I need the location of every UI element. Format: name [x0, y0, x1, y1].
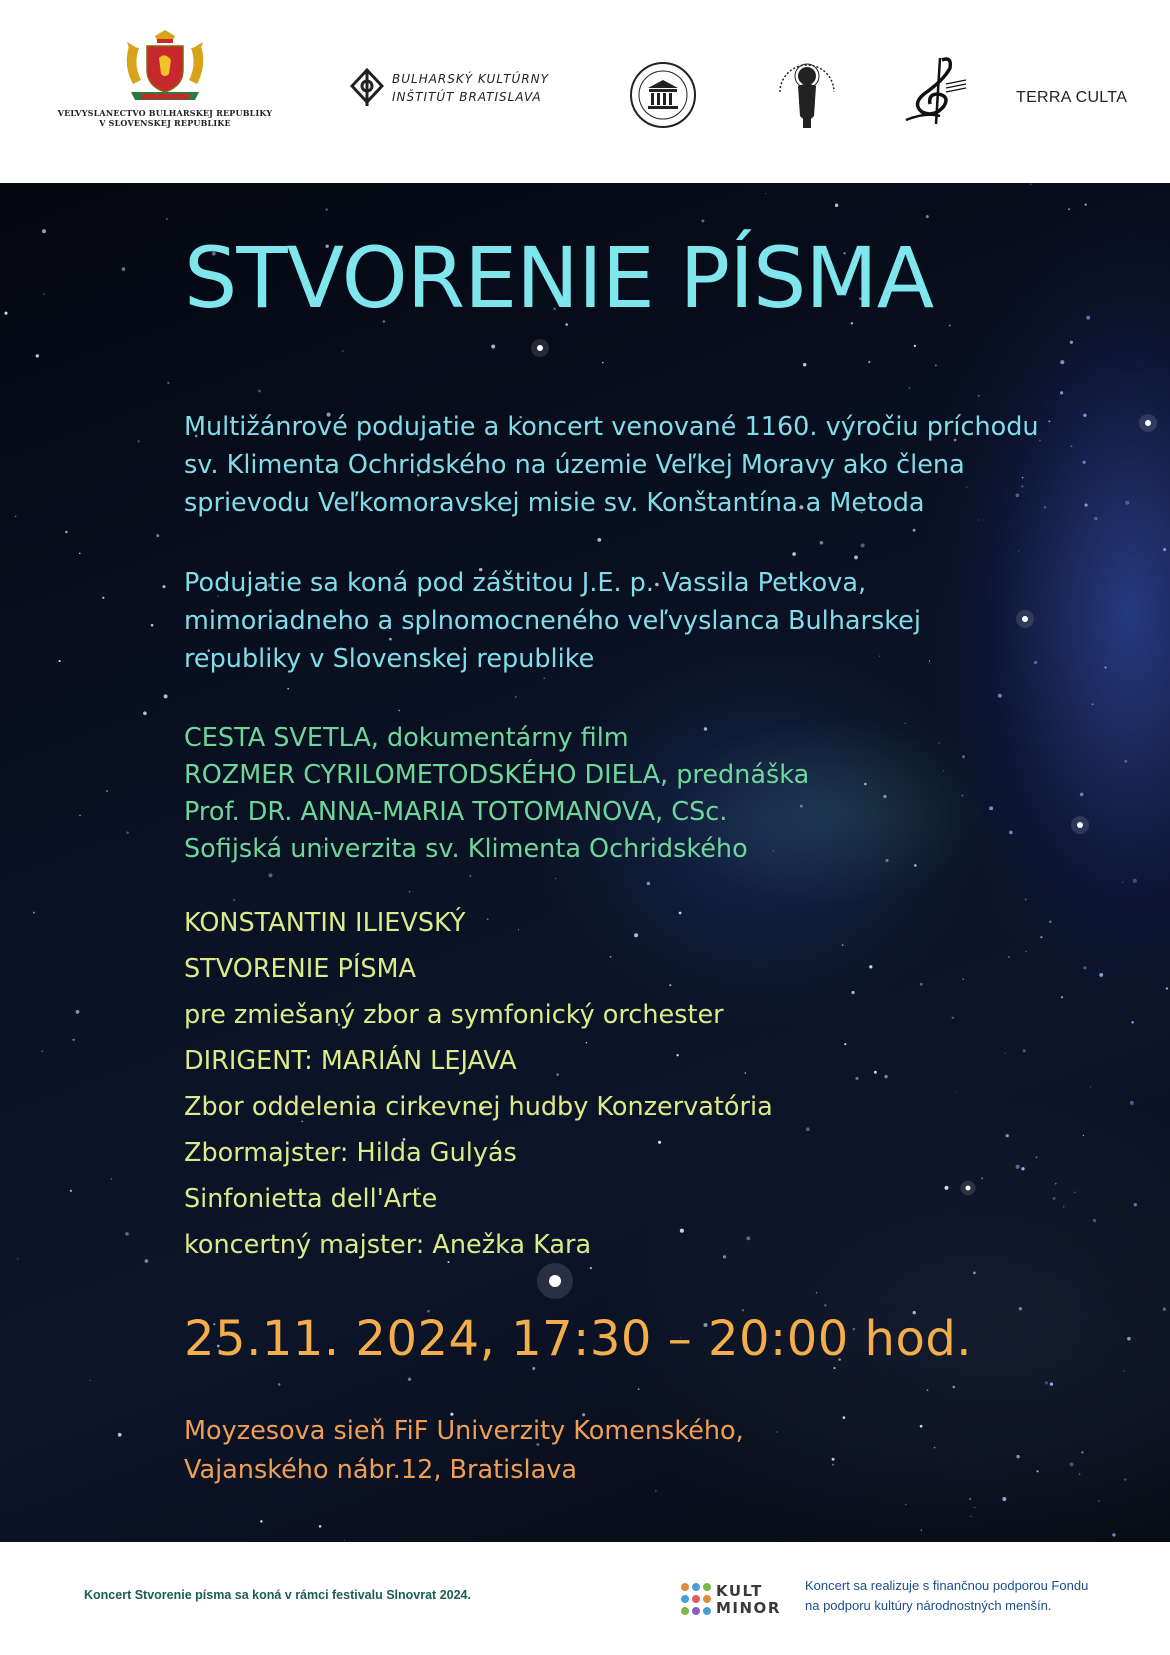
footer: [0, 1542, 1170, 1655]
film-line: Sofijská univerzita sv. Klimenta Ochridského: [184, 834, 748, 864]
kult-minor-word: KULT: [716, 1582, 763, 1600]
embassy-name-line: V SLOVENSKEJ REPUBLIKE: [99, 118, 231, 128]
film-line: CESTA SVETLA, dokumentárny film: [184, 723, 629, 753]
poster-title: STVORENIE PÍSMA: [184, 229, 934, 327]
funding-line: Koncert sa realizuje s finančnou podporou Fondu: [805, 1578, 1089, 1593]
concert-line: DIRIGENT: MARIÁN LEJAVA: [184, 1046, 517, 1076]
intro-paragraph: [184, 408, 1039, 522]
treble-clef-icon: [900, 50, 970, 130]
institute-name-line: INŠTITÚT BRATISLAVA: [392, 90, 542, 104]
funding-line: na podporu kultúry národnostných menšín.: [805, 1598, 1052, 1613]
saint-seal-icon: [770, 52, 844, 132]
embassy-logo: [50, 30, 280, 145]
embassy-name-line: VEĽVYSLANECTVO BULHARSKEJ REPUBLIKY: [57, 108, 273, 118]
venue-line: Moyzesova sieň FiF Univerzity Komenského,: [184, 1416, 744, 1446]
program-films: [184, 720, 809, 868]
concert-line: Zbor oddelenia cirkevnej hudby Konzervatória: [184, 1092, 773, 1122]
institute-emblem-icon: [350, 68, 384, 108]
venue-line: Vajanského nábr.12, Bratislava: [184, 1455, 577, 1485]
university-seal-icon: [628, 60, 698, 130]
intro-line: Multižánrové podujatie a koncert venované 1160. výročiu príchodu: [184, 412, 1039, 442]
festival-note: Koncert Stvorenie písma sa koná v rámci festivalu Slnovrat 2024.: [84, 1588, 471, 1602]
music-school-logo: [900, 50, 970, 130]
patronage-paragraph: [184, 564, 921, 678]
concert-line: pre zmiešaný zbor a symfonický orchester: [184, 1000, 724, 1030]
university-seal-logo: [628, 60, 698, 130]
terra-culta-logo: TERRA CULTA: [1016, 89, 1128, 106]
patronage-line: Podujatie sa koná pod záštitou J.E. p. Vassila Petkova,: [184, 568, 867, 598]
concert-line: Sinfonietta dell'Arte: [184, 1184, 438, 1214]
patronage-line: mimoriadneho a splnomocneného veľvyslanca Bulharskej: [184, 606, 921, 636]
event-date: 25.11. 2024, 17:30 – 20:00 hod.: [184, 1311, 973, 1367]
intro-line: sv. Klimenta Ochridského na územie Veľkej Moravy ako člena: [184, 450, 965, 480]
bulgarian-institute-logo: [350, 68, 560, 114]
coat-of-arms-icon: [117, 30, 213, 104]
patronage-line: republiky v Slovenskej republike: [184, 644, 595, 674]
logo-header: [0, 0, 1170, 183]
kult-minor-logo: [680, 1582, 790, 1622]
institute-name-line: BULHARSKÝ KULTÚRNY: [392, 72, 549, 86]
film-line: Prof. DR. ANNA-MARIA TOTOMANOVA, CSc.: [184, 797, 728, 827]
concert-line: Zbormajster: Hilda Gulyás: [184, 1138, 517, 1168]
concert-line: STVORENIE PÍSMA: [184, 954, 417, 984]
kult-minor-dots-icon: [680, 1582, 712, 1616]
kult-minor-word: MINOR: [716, 1599, 781, 1617]
poster-panel: [0, 183, 1170, 1542]
sofia-university-logo: [770, 52, 844, 132]
film-line: ROZMER CYRILOMETODSKÉHO DIELA, prednáška: [184, 760, 810, 790]
event-venue: [184, 1412, 744, 1490]
concert-line: koncertný majster: Anežka Kara: [184, 1230, 592, 1260]
intro-line: sprievodu Veľkomoravskej misie sv. Konštantína a Metoda: [184, 488, 925, 518]
concert-line: KONSTANTIN ILIEVSKÝ: [184, 908, 466, 938]
funding-note: [805, 1576, 1088, 1616]
program-concert: [184, 900, 773, 1268]
